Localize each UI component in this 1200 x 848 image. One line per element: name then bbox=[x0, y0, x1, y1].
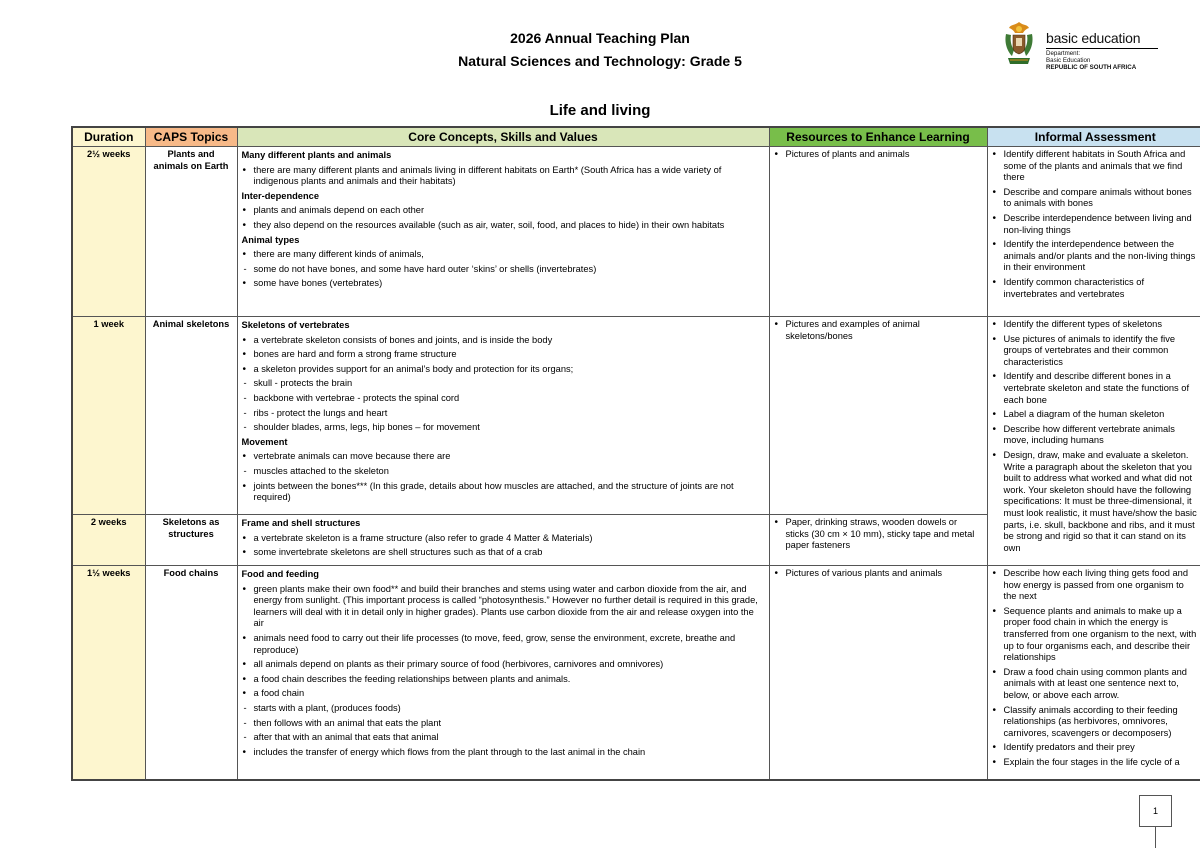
assessment-item: • Identify the interdependence between the animals and/or plants and the non-living things in their environment bbox=[992, 239, 1200, 274]
logo-dept-line1: Department: bbox=[1046, 50, 1081, 57]
resources-cell bbox=[769, 515, 987, 566]
concept-item: • animals need food to carry out their life processes (to move, feed, grow, sense the environment, excrete, breathe and reproduce) bbox=[242, 633, 765, 656]
header-caps-topics: CAPS Topics bbox=[145, 127, 237, 147]
concept-subitem: - backbone with vertebrae - protects the spinal cord bbox=[242, 393, 765, 405]
concept-subheading: Skeletons of vertebrates bbox=[241, 320, 350, 330]
assessment-item: • Describe and compare animals without bones to animals with bones bbox=[992, 187, 1200, 210]
assessment-item: • Identify common characteristics of invertebrates and vertebrates bbox=[992, 277, 1200, 300]
logo-department bbox=[1046, 50, 1136, 71]
assessment-item: • Describe interdependence between living and non-living things bbox=[992, 213, 1200, 236]
concept-list bbox=[242, 451, 765, 503]
duration-cell: 1 week bbox=[72, 317, 145, 515]
caps-topic-cell: Skeletons as structures bbox=[145, 515, 237, 566]
assessment-item: • Draw a food chain using common plants and animals with at least one sentence next to, below, or above each arrow. bbox=[992, 667, 1200, 702]
concept-subitem: - then follows with an animal that eats the plant bbox=[242, 718, 765, 730]
concept-item: • joints between the bones*** (In this grade, details about how muscles are attached, and the structure of joints are not required) bbox=[242, 481, 765, 504]
duration-cell: 2 weeks bbox=[72, 515, 145, 566]
assessment-item: • Sequence plants and animals to make up a proper food chain in which the energy is transferred from one organism to the next, with up to four organisms each, and describe their relationships bbox=[992, 606, 1200, 664]
logo-dept-line2: Basic Education bbox=[1046, 57, 1091, 64]
resource-item: • Pictures of various plants and animals bbox=[774, 568, 983, 580]
concept-item: • there are many different plants and animals living in different habitats on Earth* (South Africa has a wide variety of indigenous plants and animals and their habitats) bbox=[242, 165, 765, 188]
concept-item: • bones are hard and form a strong frame structure bbox=[242, 349, 765, 361]
table-header-row bbox=[72, 127, 1200, 147]
dbe-logo bbox=[1002, 20, 1162, 70]
logo-brand: basic education bbox=[1046, 30, 1141, 46]
concept-subheading: Animal types bbox=[241, 234, 300, 245]
caps-topic-cell: Animal skeletons bbox=[145, 317, 237, 515]
header-informal-assessment: Informal Assessment bbox=[987, 127, 1200, 147]
resources-list bbox=[774, 149, 983, 161]
concept-subheading: Movement bbox=[241, 436, 288, 447]
header-core-concepts: Core Concepts, Skills and Values bbox=[237, 127, 769, 147]
informal-assessment-cell bbox=[987, 317, 1200, 566]
concept-item: • some invertebrate skeletons are shell structures such as that of a crab bbox=[242, 547, 765, 559]
concept-item: • plants and animals depend on each other bbox=[242, 205, 765, 217]
page-number: 1 bbox=[1139, 795, 1172, 827]
concept-item: • they also depend on the resources available (such as air, water, soil, food, and places to hide) in their own habitats bbox=[242, 220, 765, 232]
concept-item: • vertebrate animals can move because there are bbox=[242, 451, 765, 463]
concept-item: • a skeleton provides support for an animal’s body and protection for its organs; bbox=[242, 364, 765, 376]
assessment-item: • Describe how each living thing gets food and how energy is passed from one organism to the next bbox=[992, 568, 1200, 603]
concept-item: • green plants make their own food** and build their branches and stems using water and carbon dioxide from the air, and energy from sunlight. (This important process is called “photosynthesis.” However no further detail is required in this grade, learners will deal with it in detail only in higher grades). Plants use carbon dioxide from the air and release oxygen into the air bbox=[242, 584, 765, 630]
informal-assessment-cell bbox=[987, 566, 1200, 780]
resources-cell bbox=[769, 566, 987, 780]
resources-cell bbox=[769, 317, 987, 515]
assessment-item: • Explain the four stages in the life cycle of a bbox=[992, 757, 1200, 769]
resources-list bbox=[774, 319, 983, 342]
concept-list bbox=[242, 165, 765, 188]
concept-item: • a food chain bbox=[242, 688, 765, 700]
informal-assessment-cell bbox=[987, 147, 1200, 317]
concept-list bbox=[242, 205, 765, 231]
logo-rule bbox=[1046, 48, 1158, 49]
concept-subitem: - after that with an animal that eats that animal bbox=[242, 732, 765, 744]
logo-dept-line3: REPUBLIC OF SOUTH AFRICA bbox=[1046, 64, 1137, 71]
assessment-list bbox=[992, 149, 1200, 300]
assessment-list bbox=[992, 568, 1200, 769]
concept-item: • includes the transfer of energy which flows from the plant through to the last animal in the chain bbox=[242, 747, 765, 759]
concept-item: • there are many different kinds of animals, bbox=[242, 249, 765, 261]
concept-item: • a vertebrate skeleton consists of bones and joints, and is inside the body bbox=[242, 335, 765, 347]
assessment-item: • Identify different habitats in South Africa and some of the plants and animals that we find there bbox=[992, 149, 1200, 184]
assessment-item: • Design, draw, make and evaluate a skeleton. Write a paragraph about the skeleton that you built to address what worked and what did not work. Your skeleton should have the following specifications: It must be three-dimensional, it must look realistic, it must have/show the basic parts, i.e. skull, backbone and ribs, and it must be strong and rigid so that it can stand on its own bbox=[992, 450, 1200, 554]
core-concepts-cell bbox=[237, 147, 769, 317]
duration-cell: 1½ weeks bbox=[72, 566, 145, 780]
resource-item: • Pictures and examples of animal skeletons/bones bbox=[774, 319, 983, 342]
assessment-item: • Classify animals according to their feeding relationships (as herbivores, omnivores, carnivores, scavengers or decomposers) bbox=[992, 705, 1200, 740]
assessment-item: • Identify the different types of skeletons bbox=[992, 319, 1200, 331]
concept-list bbox=[242, 249, 765, 290]
core-concepts-cell bbox=[237, 515, 769, 566]
core-concepts-cell bbox=[237, 566, 769, 780]
concept-subheading: Food and feeding bbox=[241, 569, 319, 579]
concept-subitem: - muscles attached to the skeleton bbox=[242, 466, 765, 478]
core-concepts-cell bbox=[237, 317, 769, 515]
concept-subitem: - shoulder blades, arms, legs, hip bones – for movement bbox=[242, 422, 765, 434]
concept-list bbox=[242, 335, 765, 434]
concept-subitem: - some do not have bones, and some have hard outer ‘skins’ or shells (invertebrates) bbox=[242, 264, 765, 276]
concept-item: • a food chain describes the feeding relationships between plants and animals. bbox=[242, 674, 765, 686]
plan-subtitle: Natural Sciences and Technology: Grade 5 bbox=[458, 53, 742, 69]
assessment-list bbox=[992, 319, 1200, 554]
resources-list bbox=[774, 517, 983, 552]
concept-item: • all animals depend on plants as their primary source of food (herbivores, carnivores and omnivores) bbox=[242, 659, 765, 671]
concept-subitem: - skull - protects the brain bbox=[242, 378, 765, 390]
caps-topic-cell: Food chains bbox=[145, 566, 237, 780]
concept-subitem: - ribs - protect the lungs and heart bbox=[242, 408, 765, 420]
concept-list bbox=[242, 533, 765, 559]
assessment-item: • Describe how different vertebrate animals move, including humans bbox=[992, 424, 1200, 447]
teaching-plan-table bbox=[71, 126, 1200, 781]
concept-item: • a vertebrate skeleton is a frame structure (also refer to grade 4 Matter & Materials) bbox=[242, 533, 765, 545]
resource-item: • Paper, drinking straws, wooden dowels or sticks (30 cm × 10 mm), sticky tape and metal paper fasteners bbox=[774, 517, 983, 552]
table-row bbox=[72, 147, 1200, 317]
concept-subheading: Inter-dependence bbox=[241, 190, 319, 201]
assessment-item: • Identify and describe different bones in a vertebrate skeleton and state the functions of each bone bbox=[992, 371, 1200, 406]
plan-title: 2026 Annual Teaching Plan bbox=[510, 30, 690, 46]
header-duration: Duration bbox=[72, 127, 145, 147]
table-row bbox=[72, 566, 1200, 780]
concept-subheading: Frame and shell structures bbox=[241, 518, 361, 528]
section-heading: Life and living bbox=[549, 102, 651, 119]
header-resources: Resources to Enhance Learning bbox=[769, 127, 987, 147]
table-row bbox=[72, 317, 1200, 515]
resource-item: • Pictures of plants and animals bbox=[774, 149, 983, 161]
concept-list bbox=[242, 584, 765, 759]
assessment-item: • Use pictures of animals to identify the five groups of vertebrates and their common characteristics bbox=[992, 334, 1200, 369]
assessment-item: • Label a diagram of the human skeleton bbox=[992, 409, 1200, 421]
caps-topic-cell: Plants and animals on Earth bbox=[145, 147, 237, 317]
resources-list bbox=[774, 568, 983, 580]
resources-cell bbox=[769, 147, 987, 317]
page-number-line bbox=[1155, 826, 1156, 848]
concept-subheading: Many different plants and animals bbox=[241, 150, 392, 160]
duration-cell: 2½ weeks bbox=[72, 147, 145, 317]
coat-of-arms-icon bbox=[1002, 20, 1036, 66]
assessment-item: • Identify predators and their prey bbox=[992, 742, 1200, 754]
concept-subitem: - starts with a plant, (produces foods) bbox=[242, 703, 765, 715]
concept-item: • some have bones (vertebrates) bbox=[242, 278, 765, 290]
